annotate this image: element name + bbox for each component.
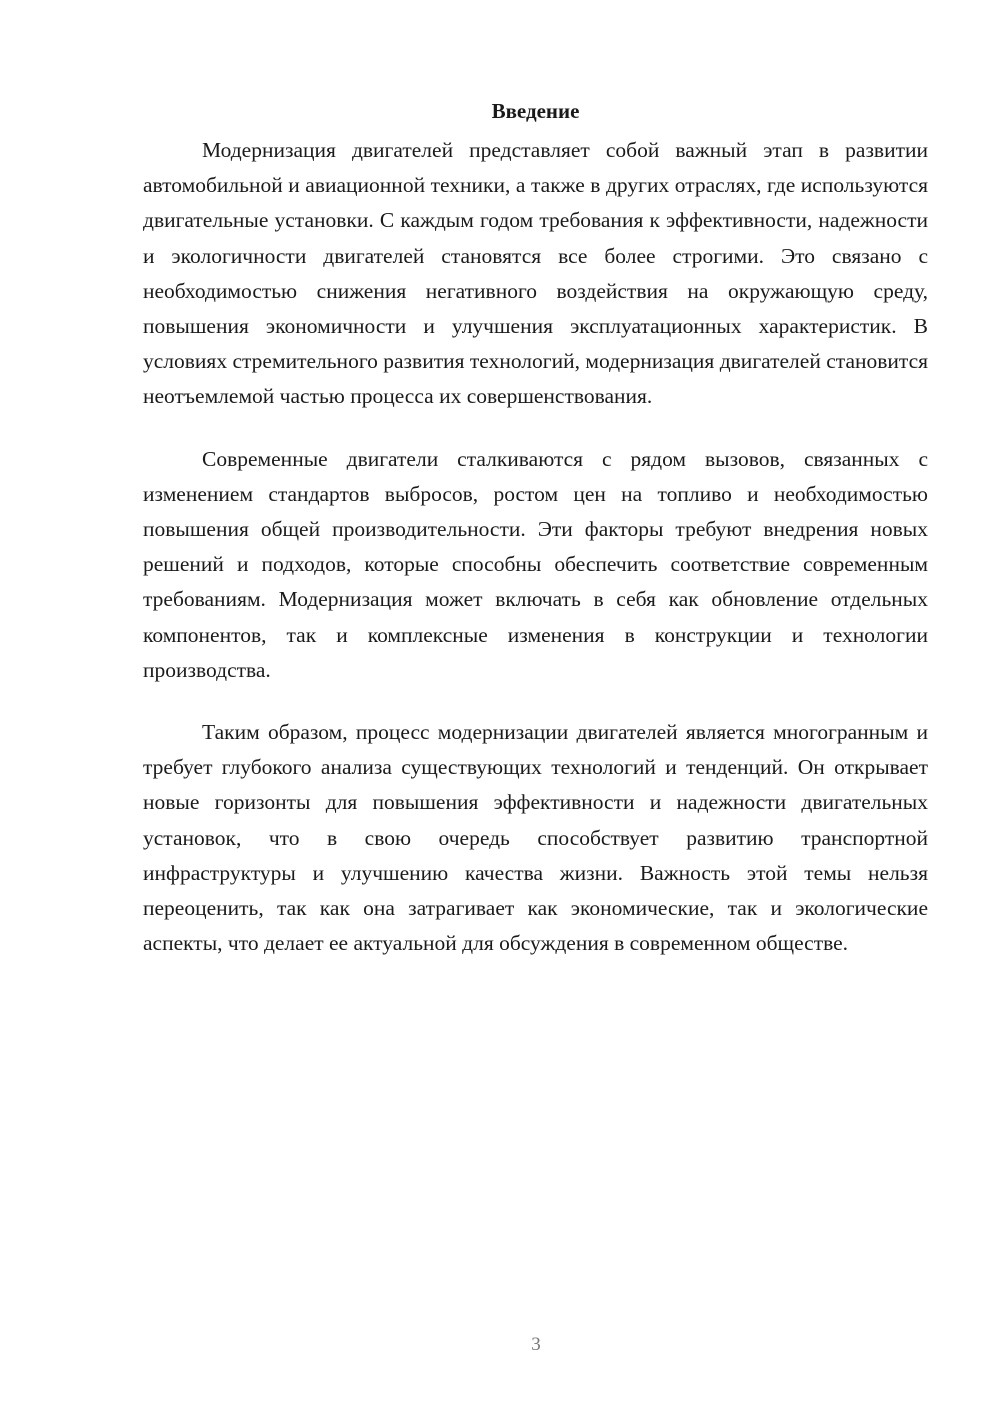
paragraph-1: Модернизация двигателей представляет собой важный этап в развитии автомобильной и авиационной техники, а также в других отраслях, где используются двигательные установки. С каждым годом требования к эффективности, надежности и экологичности двигателей становятся все более строгими. Это связано с необходимостью снижения негативного воздействия на окружающую среду, повышения экономичности и улучшения эксплуатационных характеристик. В условиях стремительного развития технологий, модернизация двигателей становится неотъемлемой частью процесса их совершенствования. xyxy=(143,138,928,409)
page-number: 3 xyxy=(531,1334,541,1355)
paragraph-2: Современные двигатели сталкиваются с рядом вызовов, связанных с изменением стандартов выбросов, ростом цен на топливо и необходимостью повышения общей производительности. Эти факторы требуют внедрения новых решений и подходов, которые способны обеспечить соответствие современным требованиям. Модернизация может включать в себя как обновление отдельных компонентов, так и комплексные изменения в конструкции и технологии производства. xyxy=(143,446,928,682)
page-content xyxy=(143,96,928,988)
paragraph-3: Таким образом, процесс модернизации двигателей является многогранным и требует глубокого анализа существующих технологий и тенденций. Он открывает новые горизонты для повышения эффективности и надежности двигательных установок, что в свою очередь способствует развитию транспортной инфраструктуры и улучшению качества жизни. Важность этой темы нельзя переоценить, так как она затрагивает как экономические, так и экологические аспекты, что делает ее актуальной для обсуждения в современном обществе. xyxy=(143,720,928,956)
section-title: Введение xyxy=(491,99,580,123)
